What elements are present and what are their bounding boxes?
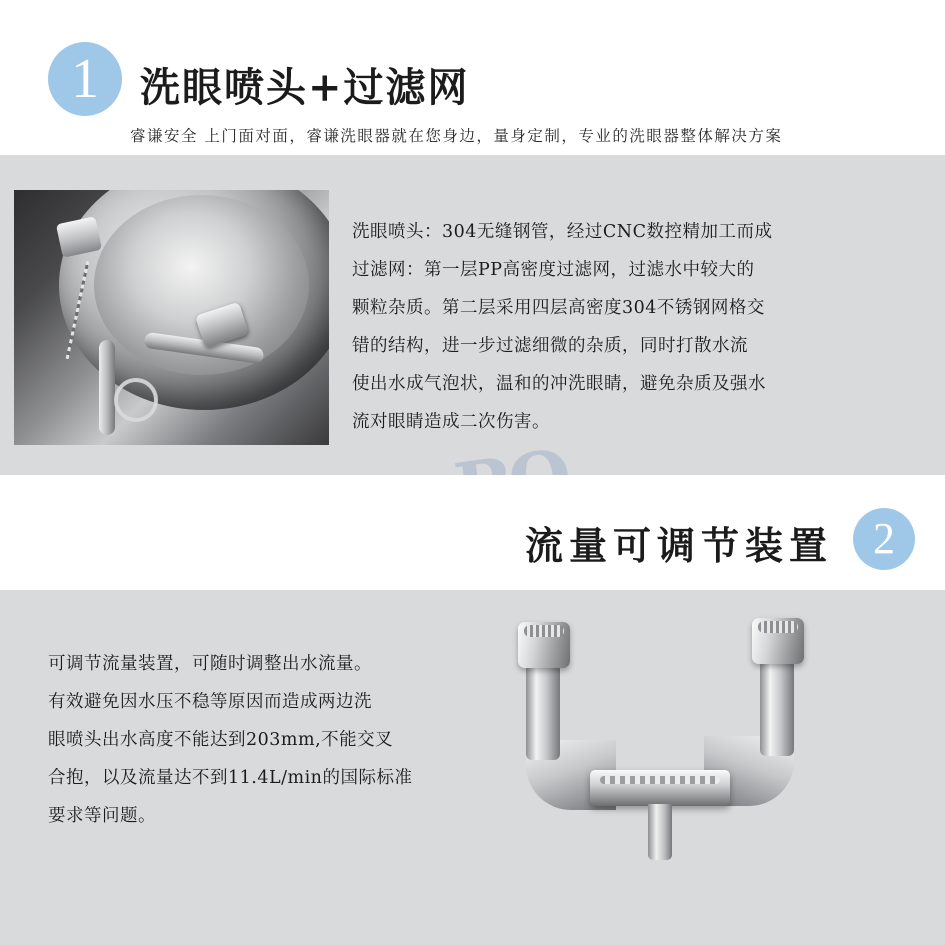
left-stem-shape (526, 664, 560, 760)
section-1-number-badge: 1 (48, 42, 122, 116)
section-1-line-4: 错的结构，进一步过滤细微的杂质，同时打散水流 (352, 336, 748, 356)
section-1-title: 洗眼喷头+过滤网 (140, 64, 470, 111)
left-spray-head-shape (518, 622, 570, 668)
section-2-line-2: 有效避免因水压不稳等原因而造成两边洗 (48, 692, 372, 712)
section-2-line-4: 合抱，以及流量达不到11.4L/min的国际标准 (48, 768, 413, 788)
section-2-body (0, 590, 945, 945)
section-2-line-5: 要求等问题。 (48, 806, 156, 826)
inlet-stem-shape (648, 804, 672, 860)
section-2-number-badge: 2 (853, 508, 915, 570)
section-1-line-2: 过滤网：第一层PP高密度过滤网，过滤水中较大的 (352, 260, 755, 280)
vertical-pipe-shape (99, 340, 115, 435)
cross-body-shape (590, 770, 730, 806)
section-2-description (48, 645, 468, 835)
section-1-header (0, 0, 945, 155)
section-2-line-3: 眼喷头出水高度不能达到203mm,不能交叉 (48, 730, 394, 750)
section-1-body (0, 155, 945, 475)
right-spray-head-shape (752, 618, 804, 664)
flow-adjust-valve-photo (490, 610, 910, 900)
right-stem-shape (760, 660, 794, 756)
section-1-description (352, 213, 922, 441)
section-2-line-1: 可调节流量装置，可随时调整出水流量。 (48, 654, 372, 674)
section-1-line-6: 流对眼睛造成二次伤害。 (352, 412, 550, 432)
section-2-title: 流量可调节装置 (524, 523, 833, 568)
section-1-subtitle: 睿谦安全 上门面对面，睿谦洗眼器就在您身边，量身定制，专业的洗眼器整体解决方案 (130, 127, 783, 145)
section-1-line-1: 洗眼喷头：304无缝钢管，经过CNC数控精加工而成 (352, 222, 773, 242)
eyewash-nozzle-photo (14, 190, 329, 445)
section-1-line-3: 颗粒杂质。第二层采用四层高密度304不锈钢网格交 (352, 298, 765, 318)
ring-shape (114, 378, 158, 422)
section-1-line-5: 使出水成气泡状，温和的冲洗眼睛，避免杂质及强水 (352, 374, 766, 394)
